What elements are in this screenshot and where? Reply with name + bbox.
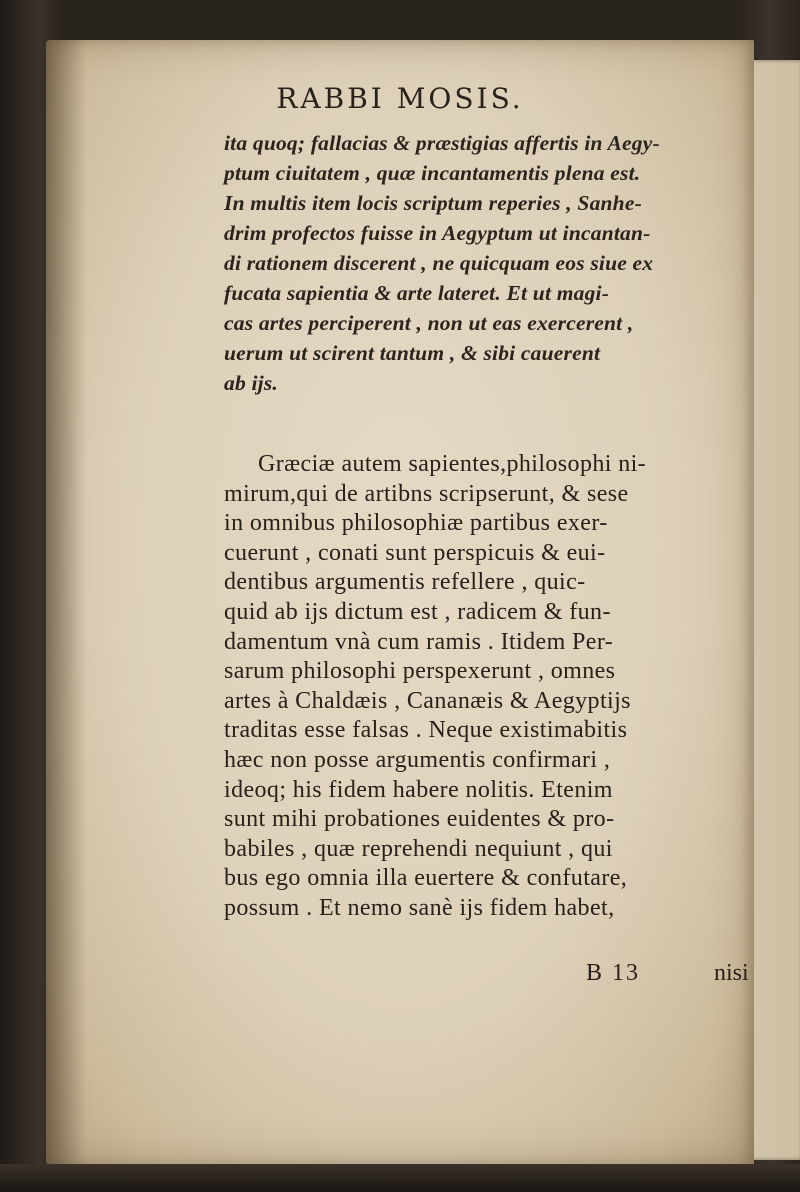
text-line: mirum,qui de artibns scripserunt, & sese	[224, 480, 629, 507]
italic-paragraph	[224, 128, 744, 398]
text-line: bus ego omnia illa euertere & confutare,	[224, 865, 628, 892]
text-line: dentibus argumentis refellere , quic-	[224, 569, 586, 596]
text-line: ideoq; his fidem habere nolitis. Etenim	[224, 776, 613, 803]
text-line: sunt mihi probationes euidentes & pro-	[224, 806, 615, 833]
text-line: sarum philosophi perspexerunt , omnes	[224, 658, 616, 685]
text-line: in omnibus philosophiæ partibus exer-	[224, 510, 608, 537]
text-line: uerum ut scirent tantum , & sibi cauerent	[224, 341, 601, 365]
text-line: ita quoq; fallacias & præstigias affertis in Aegy-	[224, 131, 660, 155]
text-line: cas artes perciperent , non ut eas exercerent ,	[224, 311, 634, 335]
text-line: ptum ciuitatem , quæ incantamentis plena est.	[224, 161, 641, 185]
text-line: damentum vnà cum ramis . Itidem Per-	[224, 628, 614, 655]
text-line: artes à Chaldæis , Cananæis & Aegyptijs	[224, 687, 631, 714]
text-line: fucata sapientia & arte lateret. Et ut magi-	[224, 281, 610, 305]
roman-paragraph	[224, 450, 724, 924]
scan-bottom-edge	[0, 1164, 800, 1192]
text-line: di rationem discerent , ne quicquam eos siue ex	[224, 251, 654, 275]
text-line: ab ijs.	[224, 371, 278, 395]
text-line: In multis item locis scriptum reperies , Sanhe-	[224, 191, 642, 215]
text-line: hæc non posse argumentis confirmari ,	[224, 746, 611, 773]
text-line: Græciæ autem sapientes,philosophi ni-	[258, 451, 647, 477]
text-line: quid ab ijs dictum est , radicem & fun-	[224, 598, 611, 625]
page-footer	[224, 960, 749, 992]
text-line: possum . Et nemo sanè ijs fidem habet,	[224, 894, 615, 921]
signature-mark: B 13	[586, 960, 641, 986]
text-line: babiles , quæ reprehendi nequiunt , qui	[224, 835, 613, 862]
text-line: traditas esse falsas . Neque existimabitis	[224, 717, 628, 744]
catchword: nisi	[714, 960, 749, 986]
text-line: cuerunt , conati sunt perspicuis & eui-	[224, 539, 606, 566]
text-line: drim profectos fuisse in Aegyptum ut incantan-	[224, 221, 651, 245]
running-header: RABBI MOSIS.	[276, 82, 524, 115]
book-page	[46, 40, 754, 1166]
